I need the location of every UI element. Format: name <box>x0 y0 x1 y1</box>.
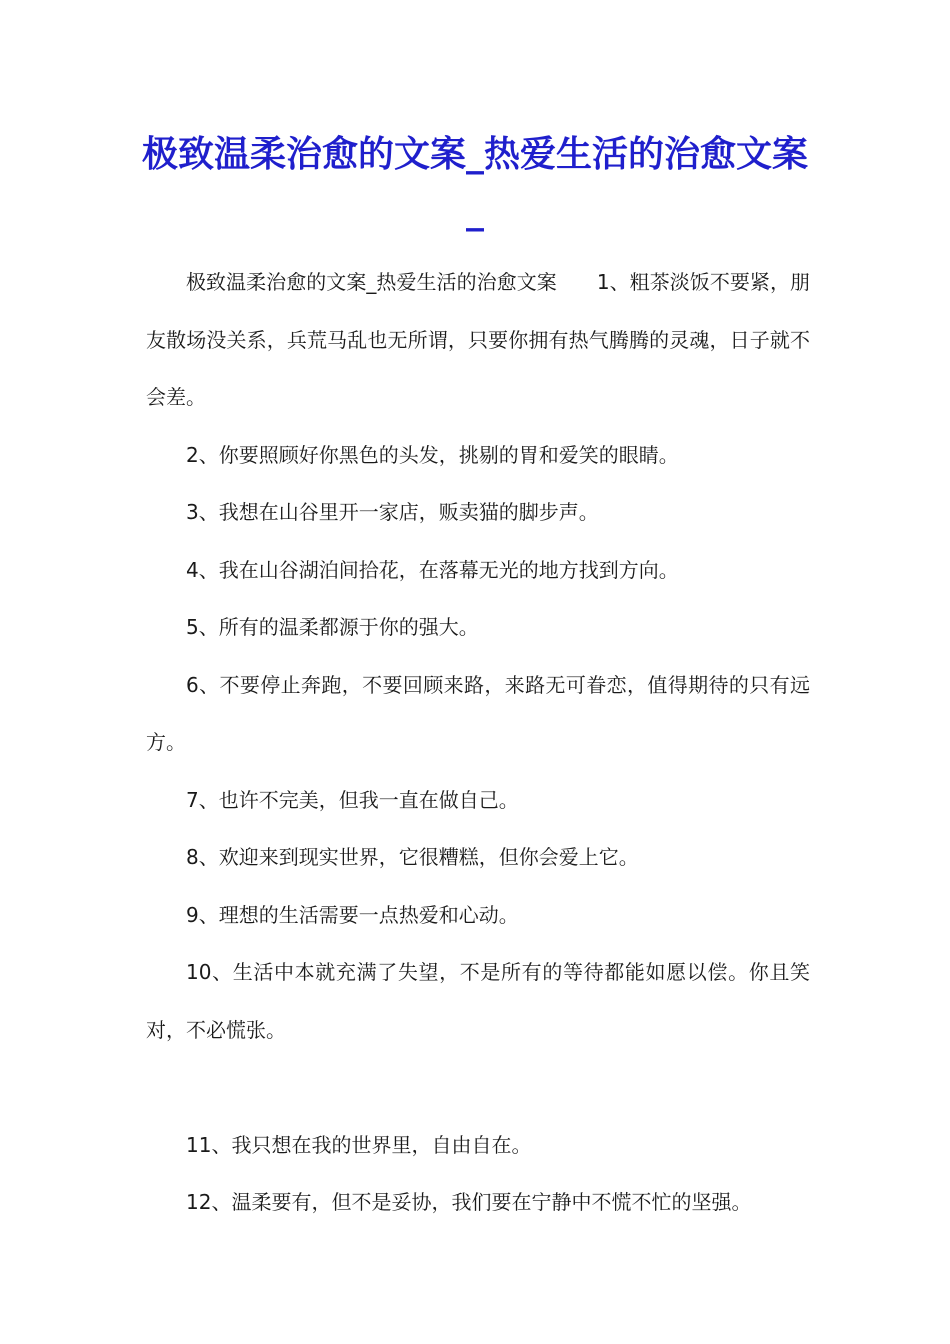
paragraph-8: 8、欢迎来到现实世界，它很糟糕，但你会爱上它。 <box>186 845 639 869</box>
document-body <box>146 254 810 1232</box>
paragraph-4: 4、我在山谷湖泊间拾花，在落幕无光的地方找到方向。 <box>186 557 679 582</box>
paragraph-1: 极致温柔治愈的文案_热爱生活的治愈文案 1、粗茶淡饭不要紧，朋友散场没关系，兵荒马乱也无所谓，只要你拥有热气腾腾的灵魂，日子就不会差。 <box>146 270 810 409</box>
paragraph-5: 5、所有的温柔都源于你的强大。 <box>186 615 479 639</box>
document-title: 极致温柔治愈的文案_热爱生活的治愈文案_ <box>141 133 808 232</box>
paragraph-3: 3、我想在山谷里开一家店，贩卖猫的脚步声。 <box>186 500 599 524</box>
paragraph-2: 2、你要照顾好你黑色的头发，挑剔的胃和爱笑的眼睛。 <box>186 442 679 467</box>
paragraph-10: 10、生活中本就充满了失望，不是所有的等待都能如愿以偿。你且笑对，不必慌张。 <box>146 960 810 1042</box>
paragraph-11: 11、我只想在我的世界里，自由自在。 <box>186 1132 532 1157</box>
paragraph-9: 9、理想的生活需要一点热爱和心动。 <box>186 902 519 927</box>
paragraph-12: 12、温柔要有，但不是妥协，我们要在宁静中不慌不忙的坚强。 <box>186 1190 752 1214</box>
paragraph-7: 7、也许不完美，但我一直在做自己。 <box>186 787 519 812</box>
paragraph-6: 6、不要停止奔跑，不要回顾来路，来路无可眷恋，值得期待的只有远方。 <box>146 672 810 754</box>
blank-line <box>146 1059 810 1117</box>
